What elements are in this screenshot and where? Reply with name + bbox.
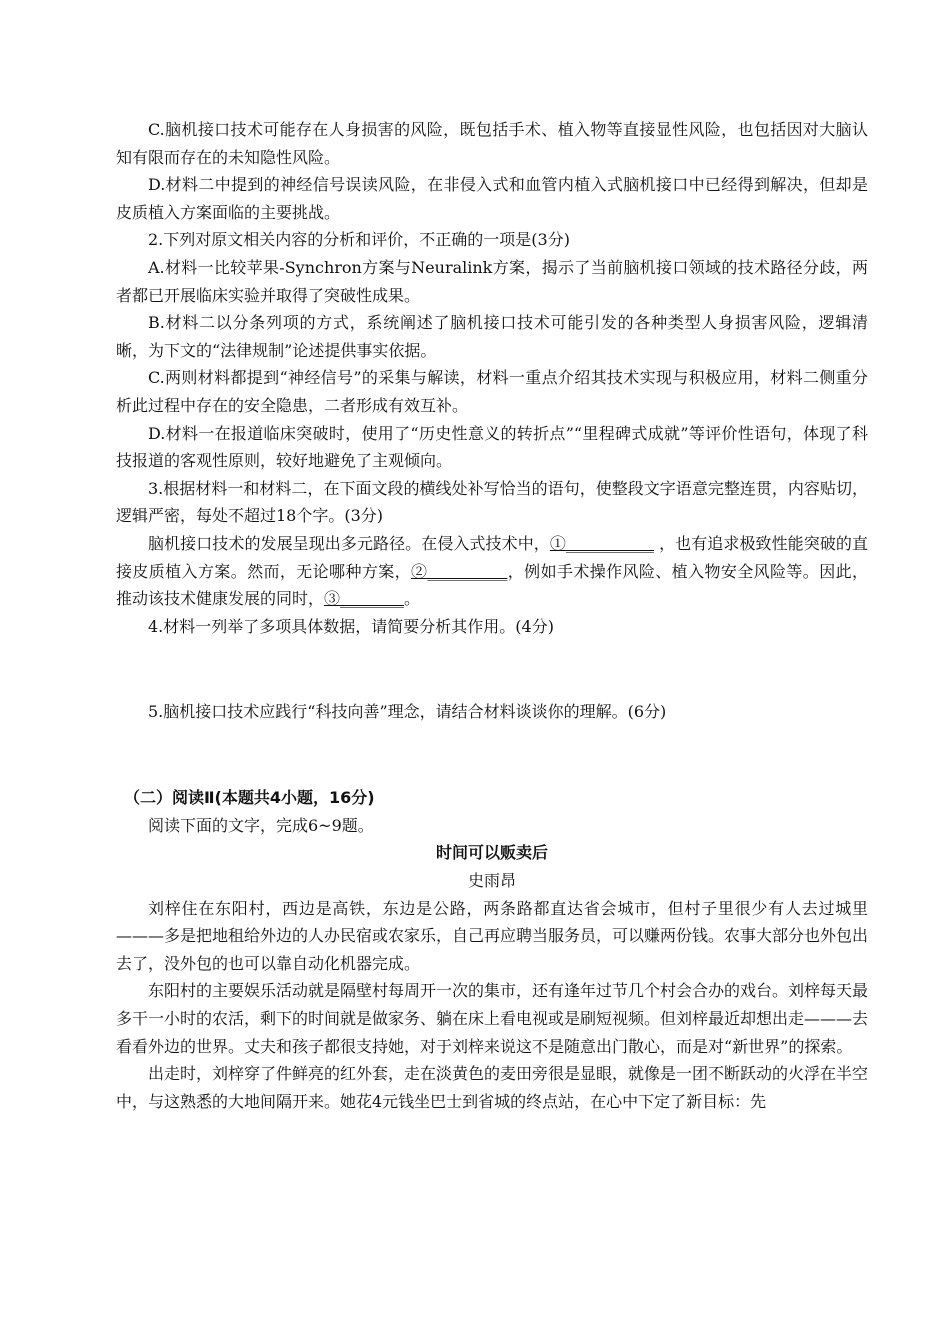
- story-title: 时间可以贩卖后: [435, 843, 548, 863]
- q2-option-c: C.两则材料都提到“神经信号”的采集与解读，材料一重点介绍其技术实现与积极应用，材料二侧重分析此过程中存在的安全隐患，二者形成有效互补。: [116, 368, 868, 415]
- q3-text-2: ，也有追求极致性能突破的直接皮质植入方案。然而，无论哪种方案，: [116, 533, 868, 581]
- story-paragraph: 东阳村的主要娱乐活动就是隔壁村每周开一次的集市，还有逢年过节几个村会合办的戏台。刘梓每天最多干一小时的农活，剩下的时间就是做家务、躺在床上看电视或是刷短视频。但刘梓最近却想出走———去看看外边的世界。丈夫和孩子都很支持她，对于刘梓来说这不是随意出门散心，而是对“新世界”的探索。: [116, 981, 869, 1056]
- q3-stem: 3.根据材料一和材料二，在下面文段的横线处补写恰当的语句，使整段文字语意完整连贯，内容贴切，逻辑严密，每处不超过18个字。(3分): [116, 478, 868, 526]
- q3-text-1: 脑机接口技术的发展呈现出多元路径。在侵入式技术中，: [148, 533, 550, 553]
- story-paragraph: 刘梓住在东阳村，西边是高铁，东边是公路，两条路都直达省会城市，但村子里很少有人去过城里———多是把地租给外边的人办民宿或农家乐，自己再应聘当服务员，可以赚两份钱。农事大部分也外包出去了，没外包的也可以靠自动化机器完成。: [116, 898, 869, 973]
- q3-passage: [116, 530, 868, 613]
- story-paragraph: 出走时，刘梓穿了件鲜亮的红外套，走在淡黄色的麦田旁很是显眼，就像是一团不断跃动的火浮在半空中，与这熟悉的大地间隔开来。她花4元钱坐巴士到省城的终点站，在心中下定了新目标：先: [116, 1064, 869, 1111]
- q2-option-d: D.材料一在报道临床突破时，使用了“历史性意义的转折点”“里程碑式成就”等评价性语句，体现了科技报道的客观性原则，较好地避免了主观倾向。: [116, 423, 868, 471]
- q3-text-4: 。: [404, 589, 421, 609]
- q1-option-c: C.脑机接口技术可能存在人身损害的风险，既包括手术、植入物等直接显性风险，也包括因对大脑认知有限而存在的未知隐性风险。: [116, 120, 868, 167]
- q2-stem: 2.下列对原文相关内容的分析和评价，不正确的一项是(3分): [148, 230, 570, 250]
- section-instruction: 阅读下面的文字，完成6~9题。: [148, 815, 374, 835]
- q5-stem: 5.脑机接口技术应践行“科技向善”理念，请结合材料谈谈你的理解。(6分): [148, 702, 667, 722]
- q3-text-3: ，例如手术操作风险、植入物安全风险等。因此，推动该技术健康发展的同时，: [116, 561, 868, 609]
- q2-option-b: B.材料二以分条列项的方式，系统阐述了脑机接口技术可能引发的各种类型人身损害风险，逻辑清晰，为下文的“法律规制”论述提供事实依据。: [116, 313, 868, 360]
- answer-space-q4: [116, 640, 868, 698]
- section-heading: （二）阅读Ⅱ(本题共4小题，16分): [124, 787, 375, 807]
- q3-blank-3: ③________: [324, 589, 405, 609]
- exam-page: [116, 116, 868, 1115]
- q4-stem: 4.材料一列举了多项具体数据，请简要分析其作用。(4分): [148, 616, 554, 636]
- answer-space-q5: [116, 726, 868, 782]
- q2-option-a: A.材料一比较苹果-Synchron方案与Neuralink方案，揭示了当前脑机接口领域的技术路径分歧，两者都已开展临床实验并取得了突破性成果。: [116, 257, 868, 305]
- story-author: 史雨昂: [467, 871, 516, 891]
- q3-blank-1: ①___________: [549, 533, 654, 553]
- q1-option-d: D.材料二中提到的神经信号误读风险，在非侵入式和血管内植入式脑机接口中已经得到解决，但却是皮质植入方案面临的主要挑战。: [116, 175, 868, 222]
- q3-blank-2: ②__________: [411, 561, 508, 581]
